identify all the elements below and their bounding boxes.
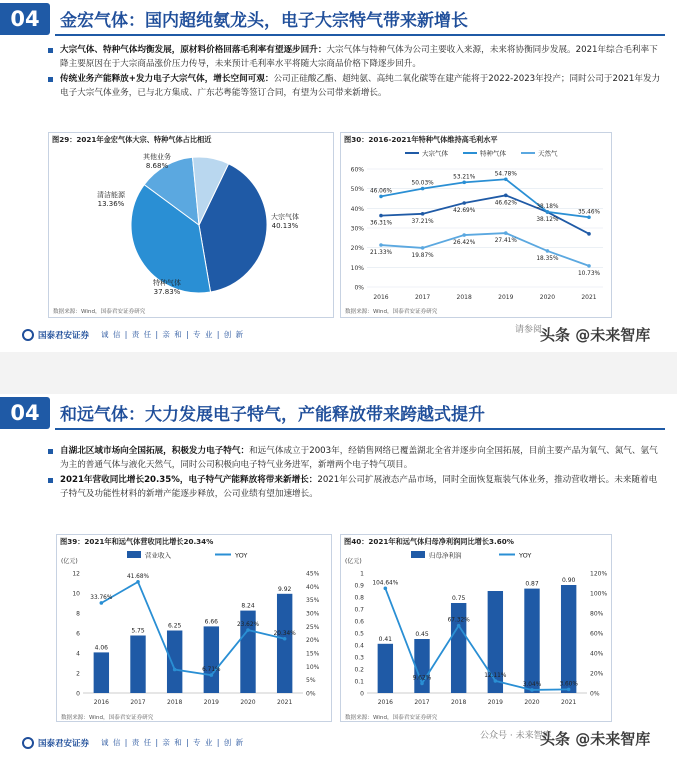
bullet-text: 大宗气体与特种气体为公司主要收入来源，未来将协衡同步发展。2021年综合毛利率下降主要原因在于大宗商品涨价压力传导，未来预计毛利率水平将随大宗商品价格下降逐步回升。 xyxy=(60,45,658,69)
data-point xyxy=(530,688,534,692)
yoy-label: 41.68% xyxy=(126,573,150,580)
legend-label: YOY xyxy=(519,551,532,560)
footer-tagline: 诚 信 | 责 任 | 亲 和 | 专 业 | 创 新 xyxy=(101,330,245,339)
yoy-label: 6.71% xyxy=(202,667,221,674)
chart-title: 图39：2021年和远气体营收同比增长20.34% xyxy=(60,537,214,546)
y2-tick-label: 15% xyxy=(306,650,320,658)
bar xyxy=(204,626,219,693)
bar-label: 8.24 xyxy=(241,602,255,610)
data-label: 37.21% xyxy=(411,218,434,225)
slide-footer xyxy=(22,732,245,749)
bullet-list xyxy=(48,43,665,101)
y-tick-label: 10% xyxy=(350,264,364,272)
y-tick-label: 1 xyxy=(360,570,364,578)
bar xyxy=(378,644,393,693)
bar xyxy=(561,585,576,693)
y2-tick-label: 0% xyxy=(590,690,600,698)
y2-tick-label: 35% xyxy=(306,597,320,605)
bullet-heading: 大宗气体、特种气体均衡发展，原材料价格回落毛利率有望逐步回升： xyxy=(60,45,327,55)
legend-label: 归母净利润 xyxy=(429,551,462,560)
chart-30-panel xyxy=(340,132,612,318)
x-tick-label: 2016 xyxy=(373,294,389,301)
x-tick-label: 2017 xyxy=(414,294,431,301)
section-number: 04 xyxy=(0,3,50,35)
slice-label: 大宗气体 xyxy=(271,213,299,221)
yoy-label: 3.60% xyxy=(559,681,578,688)
watermark-small: 请参阅 xyxy=(515,325,543,335)
y2-tick-label: 0% xyxy=(306,690,316,698)
y2-tick-label: 25% xyxy=(306,623,320,631)
slide-1 xyxy=(0,0,677,352)
data-point xyxy=(587,215,591,219)
logo-icon xyxy=(22,329,34,341)
watermark: 头条 @未来智库 xyxy=(540,730,651,748)
slide-title: 和远气体：大力发展电子特气，产能释放带来跨越式提升 xyxy=(60,405,485,425)
data-point xyxy=(421,187,425,191)
x-tick-label: 2021 xyxy=(277,699,293,706)
data-label: 50.03% xyxy=(411,180,434,187)
slice-value: 37.83% xyxy=(153,288,181,296)
watermark-small: 公众号 · 未来智库 xyxy=(480,731,552,741)
slice-value: 13.36% xyxy=(97,200,125,208)
data-label: 19.87% xyxy=(411,252,434,259)
bar-label: 6.66 xyxy=(204,618,219,626)
legend-label: 特种气体 xyxy=(480,149,506,158)
y-tick-label: 0.1 xyxy=(354,678,364,686)
x-tick-label: 2017 xyxy=(130,699,146,706)
data-label: 21.33% xyxy=(369,250,393,257)
slide-2 xyxy=(0,394,677,761)
y-tick-label: 40% xyxy=(350,205,364,213)
data-point xyxy=(504,177,508,181)
yoy-label: 20.34% xyxy=(273,630,296,637)
bullet-text: 2021年公司扩展液态产品市场，同时全面恢复瓶装气体业务，推动营收增长。未来随着电子特气及功能性材料的新增产能逐步释放，公司业绩有望加速增长。 xyxy=(60,475,658,499)
data-label: 53.21% xyxy=(453,174,476,181)
y-tick-label: 0.7 xyxy=(354,606,364,614)
data-point xyxy=(462,181,466,185)
section-number: 04 xyxy=(0,397,50,429)
y2-tick-label: 40% xyxy=(306,583,320,591)
x-tick-label: 2020 xyxy=(524,699,540,706)
y2-tick-label: 45% xyxy=(306,570,320,578)
y-tick-label: 0.5 xyxy=(354,630,364,638)
slice-label: 清洁能源 xyxy=(97,191,125,199)
y2-tick-label: 100% xyxy=(590,590,608,598)
y-tick-label: 2 xyxy=(76,670,80,678)
yoy-label: 67.32% xyxy=(447,617,470,624)
x-tick-label: 2021 xyxy=(561,699,577,706)
y2-tick-label: 10% xyxy=(306,663,320,671)
yoy-label: 23.62% xyxy=(236,622,260,629)
slice-label: 其他业务 xyxy=(143,153,171,161)
y-tick-label: 20% xyxy=(350,245,364,253)
legend-label: 天然气 xyxy=(538,149,558,158)
legend-label: 营业收入 xyxy=(145,551,171,560)
slide-footer xyxy=(22,324,245,341)
y2-tick-label: 120% xyxy=(590,570,608,578)
data-point xyxy=(384,587,388,591)
x-tick-label: 2019 xyxy=(498,294,514,301)
chart-source: 数据来源：Wind，国泰君安证券研究 xyxy=(53,309,146,315)
bar-label: 0.90 xyxy=(561,577,576,584)
bullet-heading: 传统业务产能释放+发力电子大宗气体，增长空间可观： xyxy=(60,74,274,84)
bar xyxy=(167,631,182,694)
chart-title: 图29：2021年金宏气体大宗、特种气体占比相近 xyxy=(52,135,212,144)
y-tick-label: 30% xyxy=(350,225,364,233)
bar xyxy=(94,652,109,693)
x-tick-label: 2018 xyxy=(456,294,472,301)
bar-label: 0.45 xyxy=(415,631,429,638)
data-point xyxy=(379,243,383,247)
axis-unit: (亿元) xyxy=(61,558,78,565)
data-label: 46.62% xyxy=(494,200,517,207)
slide-separator xyxy=(0,352,677,394)
y-tick-label: 12 xyxy=(72,570,80,578)
y2-tick-label: 30% xyxy=(306,610,320,618)
chart-source: 数据来源：Wind，国泰君安证券研究 xyxy=(61,715,154,721)
chart-title: 图30：2016-2021年特种气体维持高毛利水平 xyxy=(344,135,498,144)
data-label: 38.18% xyxy=(536,203,559,210)
bullet-item xyxy=(48,43,665,71)
y-tick-label: 50% xyxy=(350,186,364,194)
y2-tick-label: 5% xyxy=(306,677,316,685)
y-tick-label: 8 xyxy=(76,610,80,618)
data-label: 54.78% xyxy=(494,171,517,178)
y-tick-label: 0.9 xyxy=(354,582,364,590)
x-tick-label: 2021 xyxy=(581,294,597,301)
data-label: 46.06% xyxy=(369,188,393,195)
y-tick-label: 0 xyxy=(360,690,364,698)
y-tick-label: 4 xyxy=(76,650,80,658)
data-point xyxy=(421,212,425,216)
x-tick-label: 2020 xyxy=(539,294,556,301)
yoy-label: 9.62% xyxy=(412,675,432,682)
y2-tick-label: 20% xyxy=(590,670,604,678)
slice-value: 8.68% xyxy=(145,162,169,170)
watermark: 头条 @未来智库 xyxy=(540,326,651,344)
data-point xyxy=(504,231,508,235)
x-tick-label: 2017 xyxy=(414,699,430,706)
legend-swatch xyxy=(411,551,425,558)
x-tick-label: 2016 xyxy=(93,699,109,706)
bullet-text: 和远气体成立于2003年，经销售网络已覆盖湖北全省并逐步向全国拓展，目前主要产品为氧气、氮气、氩气为主的普通气体与液化天然气，同时公司积极向电子特气业务进军，新增两个电子特气项目。 xyxy=(60,446,658,470)
x-tick-label: 2020 xyxy=(240,699,256,706)
bullet-list xyxy=(48,444,665,502)
y-tick-label: 0.8 xyxy=(354,594,364,602)
y-tick-label: 0 xyxy=(76,690,80,698)
data-point xyxy=(494,679,498,683)
y-tick-label: 10 xyxy=(72,590,80,598)
data-point xyxy=(504,194,508,198)
bullet-item xyxy=(48,72,665,100)
bar-label: 9.92 xyxy=(277,585,292,593)
data-label: 36.31% xyxy=(369,220,393,227)
x-tick-label: 2018 xyxy=(167,699,183,706)
yoy-line xyxy=(101,582,284,675)
data-label: 26.42% xyxy=(453,240,476,247)
bar-label: 0.41 xyxy=(378,635,393,643)
slice-label: 特种气体 xyxy=(153,279,181,287)
slide-title: 金宏气体：国内超纯氨龙头，电子大宗特气带来新增长 xyxy=(60,11,468,31)
chart-source: 数据来源：Wind，国泰君安证券研究 xyxy=(345,715,438,721)
data-label: 38.12% xyxy=(536,217,559,224)
data-label: 10.73% xyxy=(577,270,601,277)
data-label: 27.41% xyxy=(494,238,517,245)
bullet-text: 公司正硅酸乙酯、超纯氨、高纯二氧化碳等在建产能将于2022-2023年投产；同时公司于2021年发力电子大宗气体业务，已与北方集成、广东芯粤能等签订合同，有望为公司带来新增长。 xyxy=(60,74,661,98)
y-tick-label: 0.4 xyxy=(354,642,364,650)
bar-line-chart xyxy=(57,547,331,711)
y-tick-label: 0% xyxy=(354,284,364,292)
footer-tagline: 诚 信 | 责 任 | 亲 和 | 专 业 | 创 新 xyxy=(101,738,245,747)
bar-label: 5.75 xyxy=(131,627,145,635)
data-label: 35.46% xyxy=(577,209,601,216)
bullet-heading: 自湖北区域市场向全国拓展，积极发力电子特气： xyxy=(60,446,250,456)
data-point xyxy=(546,249,550,253)
y2-tick-label: 20% xyxy=(306,637,320,645)
data-point xyxy=(173,668,177,672)
yoy-label: 33.76% xyxy=(90,594,113,601)
y-tick-label: 0.6 xyxy=(354,618,364,626)
data-point xyxy=(421,246,425,250)
bar-line-chart xyxy=(341,547,611,711)
slice-value: 40.13% xyxy=(271,222,299,230)
y-tick-label: 60% xyxy=(350,166,364,174)
legend-swatch xyxy=(127,551,141,558)
data-point xyxy=(587,264,591,268)
chart-source: 数据来源：Wind，国泰君安证券研究 xyxy=(345,309,438,315)
x-tick-label: 2016 xyxy=(377,699,393,706)
footer-logo: 国泰君安证券 xyxy=(38,738,90,749)
bar-label: 6.25 xyxy=(167,622,182,630)
yoy-label: 104.64% xyxy=(372,580,399,587)
slide-header xyxy=(0,394,677,432)
data-point xyxy=(462,201,466,205)
bullet-item xyxy=(48,473,665,501)
axis-unit: (亿元) xyxy=(345,558,362,565)
x-tick-label: 2019 xyxy=(203,699,219,706)
y2-tick-label: 80% xyxy=(590,610,604,618)
data-point xyxy=(283,637,287,641)
data-point xyxy=(136,580,140,584)
bar-label: 0.75 xyxy=(451,595,466,602)
legend-label: 大宗气体 xyxy=(422,149,448,158)
chart-title: 图40：2021年和远气体归母净利润同比增长3.60% xyxy=(344,537,514,546)
chart-39-panel xyxy=(56,534,332,722)
bar xyxy=(277,594,292,693)
data-point xyxy=(546,210,550,214)
data-point xyxy=(210,673,214,677)
title-underline xyxy=(55,34,665,36)
title-underline xyxy=(55,428,665,430)
bullet-heading: 2021年营收同比增长20.35%，电子特气产能释放将带来新增长： xyxy=(60,475,318,485)
data-point xyxy=(462,233,466,237)
bar xyxy=(524,589,539,693)
yoy-label: 12.11% xyxy=(484,672,507,679)
y2-tick-label: 40% xyxy=(590,650,604,658)
data-point xyxy=(379,214,383,218)
y-tick-label: 0.2 xyxy=(354,666,364,674)
y2-tick-label: 60% xyxy=(590,630,604,638)
data-label: 42.69% xyxy=(453,208,476,215)
data-point xyxy=(100,601,104,605)
slide-header xyxy=(0,0,677,38)
bar xyxy=(130,636,145,694)
logo-icon xyxy=(22,737,34,749)
chart-40-panel xyxy=(340,534,612,722)
bar-label: 4.06 xyxy=(94,644,109,652)
x-tick-label: 2018 xyxy=(451,699,467,706)
y-tick-label: 0.3 xyxy=(354,654,364,662)
data-point xyxy=(379,195,383,199)
data-point xyxy=(420,682,424,686)
x-tick-label: 2019 xyxy=(487,699,503,706)
data-point xyxy=(246,628,250,632)
data-point xyxy=(457,624,461,628)
legend-label: YOY xyxy=(235,551,248,560)
pie-chart xyxy=(49,145,333,307)
bar xyxy=(451,603,466,693)
yoy-label: 3.04% xyxy=(522,681,542,688)
bullet-item xyxy=(48,444,665,472)
data-point xyxy=(587,232,591,236)
data-point xyxy=(567,688,571,692)
line-chart xyxy=(341,145,611,307)
footer-logo: 国泰君安证券 xyxy=(38,330,90,341)
data-label: 18.35% xyxy=(536,255,559,262)
bar-label: 0.87 xyxy=(525,580,539,588)
chart-29-panel xyxy=(48,132,334,318)
y-tick-label: 6 xyxy=(76,630,80,638)
